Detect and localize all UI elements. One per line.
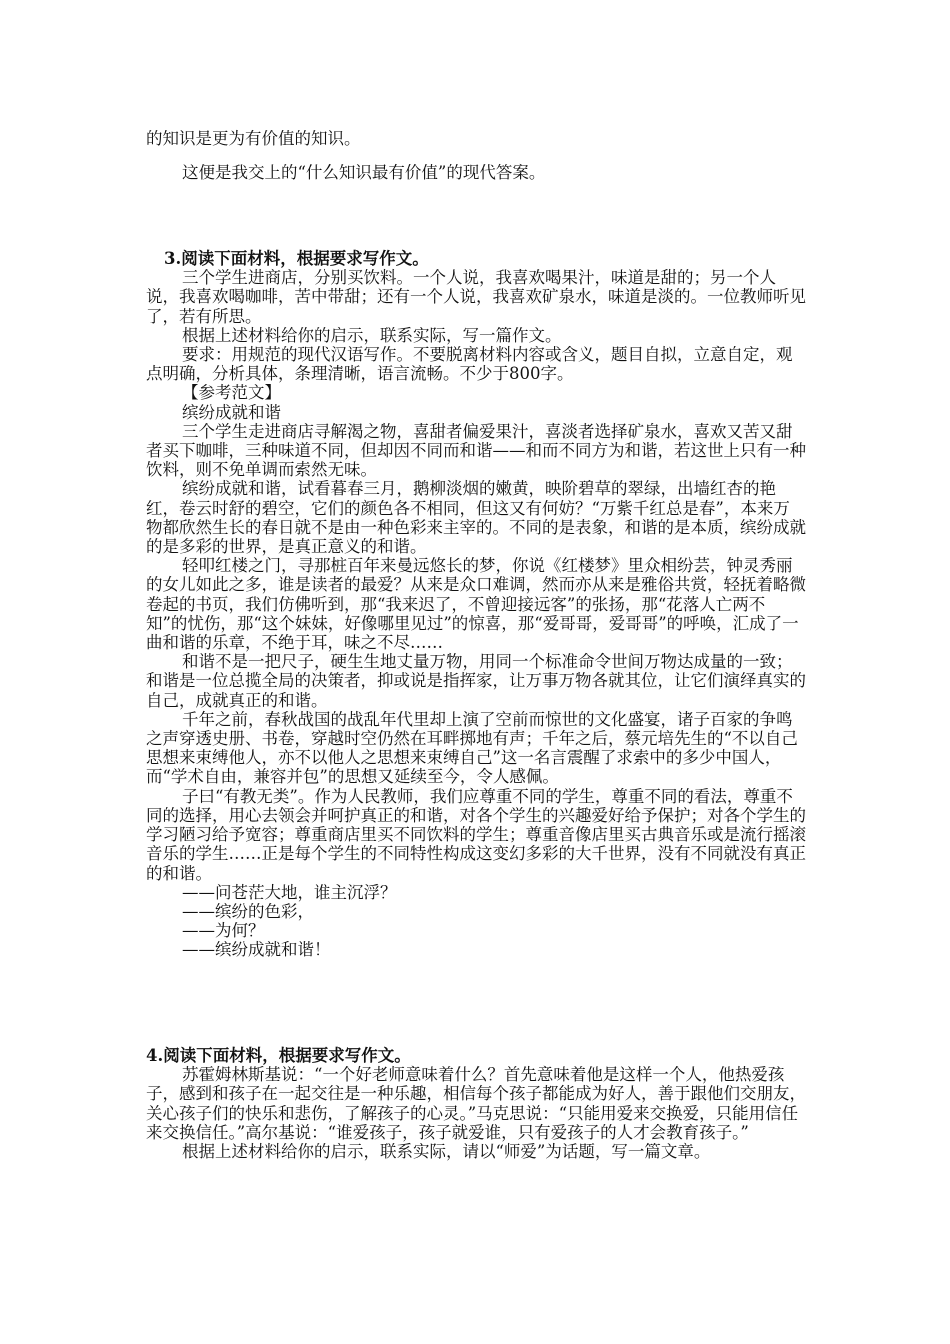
essay-paragraph: 三个学生走进商店寻解渴之物，喜甜者偏爱果汁，喜淡者选择矿泉水，喜欢又苦又甜者买下咖啡，三种味道不同，但却因不同而和谐——和而不同方为和谐，若这世上只有一种饮料，则不免单调而索然无味。 (146, 421, 806, 480)
section-4-material: 苏霍姆林斯基说：“一个好老师意味着什么？首先意味着他是这样一个人，他热爱孩子，感到和孩子在一起交往是一种乐趣，相信每个孩子都能成为好人，善于跟他们交朋友，关心孩子们的快乐和悲伤，了解孩子的心灵。”马克思说：“只能用爱来交换爱，只能用信任来交换信任。”高尔基说：“谁爱孩子，孩子就爱谁，只有爱孩子的人才会教育孩子。” (146, 1065, 806, 1142)
essay-paragraph: 子曰“有教无类”。作为人民教师，我们应尊重不同的学生，尊重不同的看法，尊重不同的选择，用心去领会并呵护真正的和谐，对各个学生的兴趣爱好给予保护；对各个学生的学习陋习给予宽容；尊重商店里买不同饮料的学生；尊重音像店里买古典音乐或是流行摇滚音乐的学生……正是每个学生的不同特性构成这变幻多彩的大千世界，没有不同就没有真正的和谐。 (146, 786, 806, 883)
essay-paragraph: 千年之前，春秋战国的战乱年代里却上演了空前而惊世的文化盛宴，诸子百家的争鸣之声穿透史册、书卷，穿越时空仍然在耳畔掷地有声；千年之后，蔡元培先生的“不以自己思想来束缚他人，亦不以他人之思想来束缚自己”这一名言震醒了求索中的多少中国人，而“学术自由，兼容并包”的思想又延续至今，令人感佩。 (146, 709, 798, 787)
section-4-heading: 4.阅读下面材料，根据要求写作文。 (146, 1046, 411, 1065)
essay-paragraph: 轻叩红楼之门，寻那桩百年来曼远悠长的梦，你说《红楼梦》里众相纷芸，钟灵秀丽的女儿如此之多，谁是读者的最爱？从来是众口难调，然而亦从来是雅俗共赏，轻抚着略微卷起的书页，我们仿佛听到，那“我来迟了，不曾迎接远客”的张扬，那“花落人亡两不知”的忧伤，那“这个妹妹，好像哪里见过”的惊喜，那“爱哥哥，爱哥哥”的呼唤，汇成了一曲和谐的乐章，不绝于耳，味之不尽…… (146, 556, 806, 653)
section-3-task: 根据上述材料给你的启示，联系实际，写一篇作文。 (182, 325, 562, 345)
intro-block (146, 128, 806, 184)
essay-paragraph: 和谐不是一把尺子，硬生生地丈量万物，用同一个标准命令世间万物达成量的一致；和谐是一位总揽全局的决策者，抑或说是指挥家，让万事万物各就其位，让它们演绎真实的自己，成就真正的和谐。 (146, 652, 806, 710)
essay-closing-line: ——为何？ (182, 921, 265, 941)
essay-closing-line: ——缤纷的色彩， (182, 901, 314, 921)
section-3-requirement: 要求：用规范的现代汉语写作。不要脱离材料内容或含义，题目自拟，立意自定，观点明确，分析具体，条理清晰，语言流畅。不少于800字。 (146, 345, 793, 384)
essay-closing-line: ——问苍茫大地，谁主沉浮？ (182, 882, 397, 902)
section-3-material: 三个学生进商店，分别买饮料。一个人说，我喜欢喝果汁，味道是甜的；另一个人说，我喜欢喝咖啡，苦中带甜；还有一个人说，我喜欢矿泉水，味道是淡的。一位教师听见了，若有所思。 (146, 268, 806, 326)
essay-paragraph: 缤纷成就和谐，试看暮春三月，鹅柳淡烟的嫩黄，映阶碧草的翠绿，出墙红杏的艳红，卷云时舒的碧空，它们的颜色各不相同，但这又有何妨？“万紫千红总是春”，本来万物都欣然生长的春日就不是由一种色彩来主宰的。不同的是表象，和谐的是本质，缤纷成就的是多彩的世界，是真正意义的和谐。 (146, 479, 806, 557)
essay-closing-line: ——缤纷成就和谐！ (182, 940, 331, 960)
section-4 (146, 1046, 806, 1161)
section-3 (146, 249, 806, 960)
essay-title: 缤纷成就和谐 (182, 402, 281, 422)
sample-essay-label: 【参考范文】 (182, 383, 281, 403)
section-3-heading: 3.阅读下面材料，根据要求写作文。 (164, 249, 429, 268)
intro-line-1: 的知识是更为有价值的知识。 (146, 129, 361, 148)
section-4-task: 根据上述材料给你的启示，联系实际，请以“师爱”为话题，写一篇文章。 (182, 1142, 711, 1162)
intro-line-2: 这便是我交上的“什么知识最有价值”的现代答案。 (182, 163, 546, 182)
